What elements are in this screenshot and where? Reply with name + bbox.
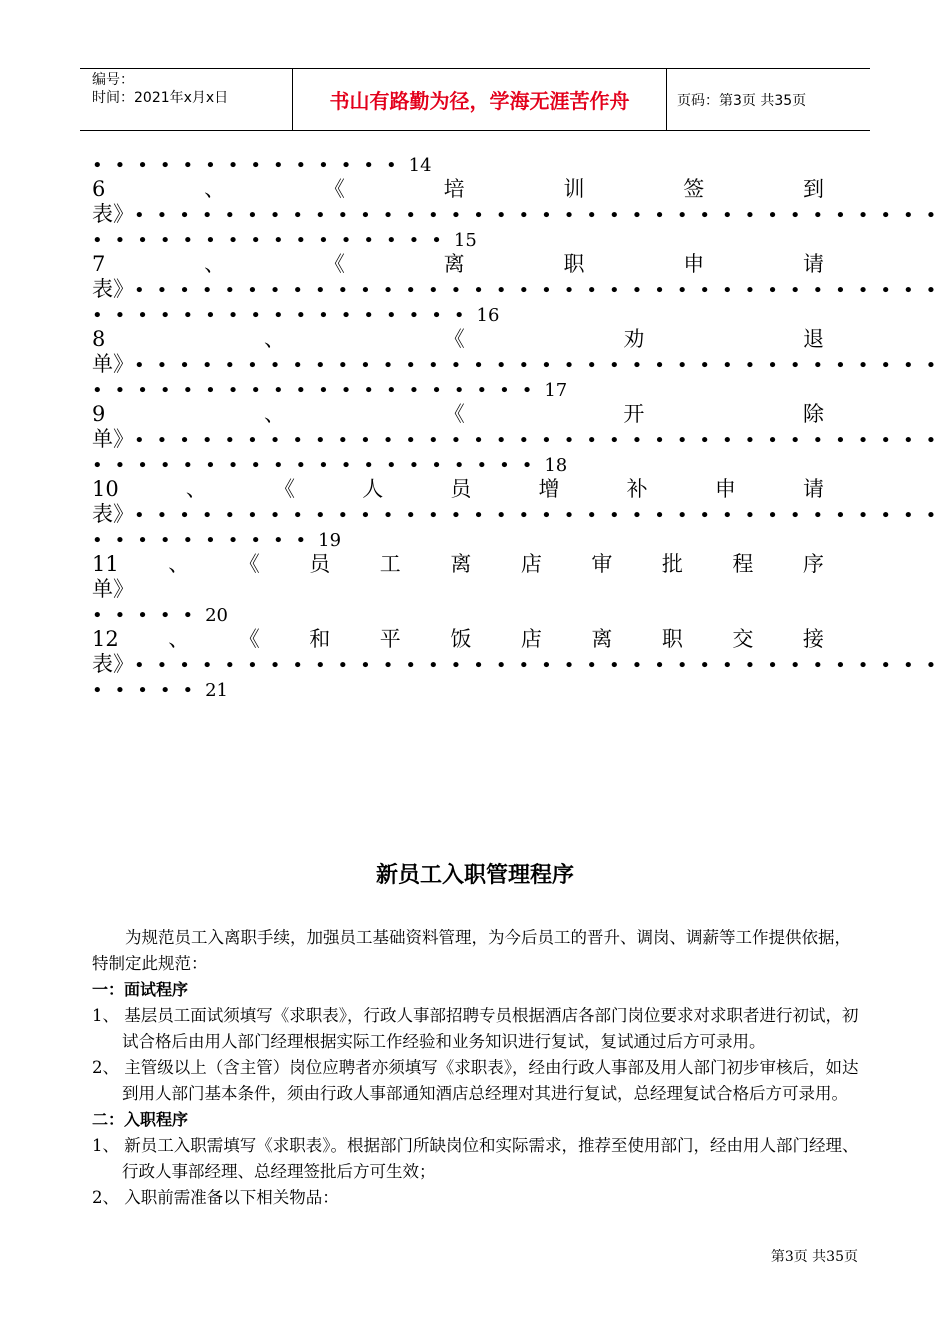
toc-entry-char: 补 (626, 477, 648, 501)
toc-tail-line (92, 677, 824, 702)
toc-entry-char: 6 (92, 177, 106, 201)
header-motto: 书山有路勤为径，学海无涯苦作舟 (293, 69, 667, 130)
toc-entry-char: 离 (450, 552, 472, 576)
toc-entry-line (92, 627, 824, 652)
toc-leader-dots: •••••••••••••••••••••••••••••••••••• (134, 205, 949, 226)
toc-entry-continuation (92, 352, 949, 377)
document-title: 新员工入职管理程序 (375, 863, 574, 888)
toc-entry-suffix: 单》 (92, 352, 134, 376)
toc-entry-char: 11 (92, 552, 119, 576)
table-of-contents (92, 152, 949, 702)
toc-entry-char: 和 (309, 627, 331, 651)
toc-page-number: 16 (476, 305, 500, 326)
toc-entry-char: 请 (802, 477, 824, 501)
toc-entry-char: 审 (591, 552, 613, 576)
toc-entry-char: 签 (683, 177, 705, 201)
toc-entry-char: 店 (520, 552, 542, 576)
toc-entry-char: 增 (538, 477, 560, 501)
toc-leader-dots: ••••• (92, 605, 206, 626)
toc-entry-char: 、 (168, 552, 190, 576)
toc-entry-char: 职 (563, 252, 585, 276)
toc-entry-char: 劝 (623, 327, 645, 351)
toc-entry-char: 离 (591, 627, 613, 651)
toc-entry-char: 职 (661, 627, 683, 651)
toc-entry-char: 训 (563, 177, 585, 201)
toc-page-number: 17 (544, 380, 568, 401)
toc-entry-suffix: 表》 (92, 202, 134, 226)
toc-entry-char: 交 (732, 627, 754, 651)
toc-entry-char: 除 (803, 402, 824, 426)
toc-leader-dots: •••••••••••••• (92, 155, 409, 176)
toc-entry-continuation (92, 577, 824, 602)
number-label: 编号： (92, 72, 134, 88)
toc-entry-suffix: 单》 (92, 577, 134, 601)
toc-entry-char: 、 (168, 627, 190, 651)
toc-leader-dots: •••••••••••••••• (92, 230, 454, 251)
toc-entry-char: 店 (520, 627, 542, 651)
toc-leader-dots: •••••••••• (92, 530, 319, 551)
page-header (80, 68, 870, 131)
toc-page-number: 15 (453, 230, 477, 251)
toc-leader-dots: •••••••••••••••••••••••••••••••••••• (134, 280, 949, 301)
toc-entry-char: 培 (443, 177, 465, 201)
toc-entry-line (92, 402, 824, 427)
list-item: 1、 基层员工面试须填写《求职表》，行政人事部招聘专员根据酒店各部门岗位要求对求职者进行初试，初试合格后由用人部门经理根据实际工作经验和业务知识进行复试，复试通过后方可录用。 (92, 1006, 859, 1051)
toc-page-number: 14 (408, 155, 432, 176)
intro-paragraph: 为规范员工入离职手续，加强员工基础资料管理，为今后员工的晋升、调岗、调薪等工作提供依据，特制定此规范： (92, 928, 851, 973)
section-heading-onboarding: 二：入职程序 (92, 1110, 189, 1129)
toc-entry-continuation (92, 652, 949, 677)
toc-tail-line (92, 152, 824, 177)
toc-entry-char: 、 (264, 402, 286, 426)
toc-entry-char: 8 (92, 327, 106, 351)
toc-entry-char: 《 (323, 177, 345, 201)
toc-entry-char: 《 (323, 252, 345, 276)
toc-entry-char: 《 (238, 552, 260, 576)
toc-leader-dots: •••••••••••••••••••• (92, 455, 545, 476)
toc-entry-char: 申 (714, 477, 736, 501)
toc-entry-char: 人 (362, 477, 384, 501)
list-item: 2、 入职前需准备以下相关物品： (92, 1188, 339, 1207)
toc-entry-continuation (92, 202, 949, 227)
toc-page-number: 19 (318, 530, 342, 551)
toc-entry-char: 程 (732, 552, 754, 576)
toc-page-number: 21 (205, 680, 228, 701)
toc-entry-char: 《 (443, 327, 465, 351)
time-label: 时间：2021年x月x日 (92, 90, 229, 106)
toc-entry-char: 退 (803, 327, 824, 351)
toc-entry-char: 离 (443, 252, 465, 276)
toc-leader-dots: ••••• (92, 680, 206, 701)
toc-entry-char: 《 (274, 477, 296, 501)
toc-entry-char: 序 (802, 552, 824, 576)
toc-leader-dots: •••••••••••••••••••••••••••••••••••• (134, 430, 949, 451)
list-item: 1、 新员工入职需填写《求职表》。根据部门所缺岗位和实际需求，推荐至使用部门，经由用人部门经理、行政人事部经理、总经理签批后方可生效； (92, 1136, 859, 1181)
toc-entry-char: 员 (450, 477, 472, 501)
toc-entry-continuation (92, 427, 949, 452)
list-item: 2、 主管级以上（含主管）岗位应聘者亦须填写《求职表》，经由行政人事部及用人部门初步审核后，如达到用人部门基本条件，须由行政人事部通知酒店总经理对其进行复试，总经理复试合格后方可录用。 (92, 1058, 859, 1103)
header-page-info: 页码：第3页 共35页 (677, 92, 807, 109)
toc-entry-char: 、 (264, 327, 286, 351)
toc-tail-line (92, 602, 824, 627)
toc-entry-char: 、 (185, 477, 207, 501)
toc-entry-char: 12 (92, 627, 119, 651)
toc-entry-char: 《 (238, 627, 260, 651)
toc-entry-line (92, 252, 824, 277)
toc-entry-char: 工 (379, 552, 401, 576)
section-heading-interview: 一：面试程序 (92, 980, 189, 999)
toc-tail-line (92, 377, 824, 402)
toc-entry-char: 、 (204, 252, 226, 276)
toc-tail-line (92, 302, 824, 327)
toc-tail-line (92, 452, 824, 477)
toc-entry-char: 开 (623, 402, 645, 426)
toc-page-number: 20 (205, 605, 228, 626)
toc-page-number: 18 (544, 455, 568, 476)
toc-tail-line (92, 527, 824, 552)
toc-entry-char: 、 (204, 177, 226, 201)
toc-leader-dots: •••••••••••••••••••••••••••••••••••• (134, 355, 949, 376)
toc-leader-dots: ••••••••••••••••• (92, 305, 477, 326)
toc-tail-line (92, 227, 824, 252)
toc-entry-continuation (92, 502, 949, 527)
toc-entry-line (92, 327, 824, 352)
toc-entry-char: 到 (802, 177, 824, 201)
toc-entry-char: 申 (683, 252, 705, 276)
toc-entry-char: 员 (309, 552, 331, 576)
toc-entry-char: 9 (92, 402, 106, 426)
toc-entry-line (92, 552, 824, 577)
toc-entry-char: 批 (661, 552, 683, 576)
header-left-cell (80, 69, 293, 130)
document-body (92, 925, 862, 1211)
toc-entry-char: 7 (92, 252, 106, 276)
toc-entry-char: 10 (92, 477, 119, 501)
toc-leader-dots: •••••••••••••••••••••••••••••••••••• (134, 655, 949, 676)
toc-entry-suffix: 表》 (92, 502, 134, 526)
toc-entry-line (92, 177, 824, 202)
toc-entry-continuation (92, 277, 949, 302)
toc-entry-suffix: 表》 (92, 652, 134, 676)
toc-entry-line (92, 477, 824, 502)
toc-entry-char: 请 (802, 252, 824, 276)
toc-entry-char: 接 (802, 627, 824, 651)
toc-leader-dots: •••••••••••••••••••••••••••••••••••• (134, 505, 949, 526)
toc-entry-char: 《 (443, 402, 465, 426)
toc-entry-suffix: 表》 (92, 277, 134, 301)
toc-entry-char: 饭 (450, 627, 472, 651)
toc-entry-suffix: 单》 (92, 427, 134, 451)
toc-leader-dots: •••••••••••••••••••• (92, 380, 545, 401)
toc-entry-char: 平 (379, 627, 401, 651)
page-footer: 第3页 共35页 (770, 1249, 858, 1265)
